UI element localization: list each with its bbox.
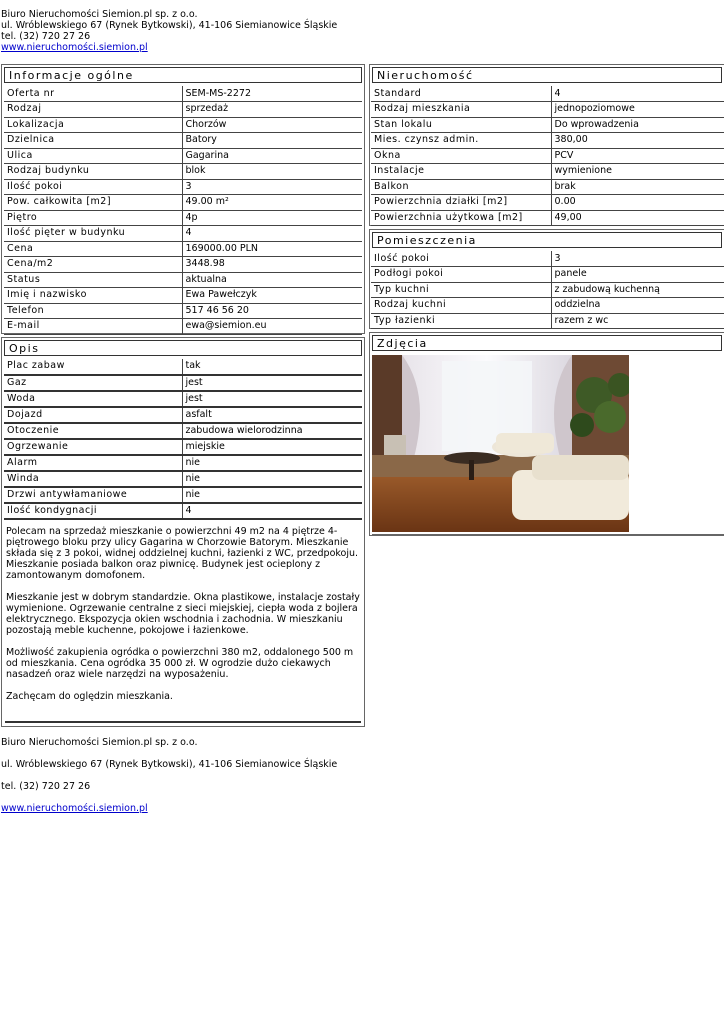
row-value: 380,00: [551, 133, 724, 149]
row-label: Typ kuchni: [371, 282, 551, 298]
row-value: ewa@siemion.eu: [182, 319, 362, 335]
table-row: [371, 164, 724, 180]
row-value: asfalt: [182, 407, 362, 423]
row-value: z zabudową kuchenną: [551, 282, 724, 298]
row-value: nie: [182, 487, 362, 503]
table-row: [4, 86, 362, 102]
property-title: Nieruchomość: [372, 67, 722, 83]
row-label: Powierzchnia działki [m2]: [371, 195, 551, 211]
company-name: Biuro Nieruchomości Siemion.pl sp. z o.o.: [1, 9, 198, 20]
table-row: [4, 407, 362, 423]
row-value: Gagarina: [182, 148, 362, 164]
row-value: Do wprowadzenia: [551, 117, 724, 133]
table-row: [371, 133, 724, 149]
page-header: [1, 9, 337, 53]
table-row: [371, 86, 724, 102]
row-label: Rodzaj budynku: [4, 164, 182, 180]
description-title: Opis: [4, 340, 362, 356]
table-row: [371, 210, 724, 226]
row-label: Okna: [371, 148, 551, 164]
row-label: Ulica: [4, 148, 182, 164]
row-label: Cena: [4, 241, 182, 257]
row-label: Instalacje: [371, 164, 551, 180]
row-label: Dojazd: [4, 407, 182, 423]
company-phone: tel. (32) 720 27 26: [1, 31, 91, 42]
table-row: [371, 148, 724, 164]
row-value: jest: [182, 391, 362, 407]
footer-company-address: ul. Wróblewskiego 67 (Rynek Bytkowski), 41-106 Siemianowice Śląskie: [1, 759, 338, 770]
row-label: Woda: [4, 391, 182, 407]
property-table: [371, 86, 724, 226]
description-paragraph: Polecam na sprzedaż mieszkanie o powierzchni 49 m2 na 4 piętrze 4-piętrowego bloku przy ulicy Gagarina w Chorzowie Batorym. Mieszkanie składa się z 3 pokoi, widnej oddzielnej kuchni, łazienki z WC, przedpokoju. Mieszkanie posiada balkon oraz piwnicę. Budynek jest ocieplony z zamontowanym domofonem.: [6, 526, 359, 581]
row-value: PCV: [551, 148, 724, 164]
general-info-table: [4, 86, 362, 335]
row-label: Podłogi pokoi: [371, 267, 551, 283]
row-label: Balkon: [371, 179, 551, 195]
table-row: [371, 179, 724, 195]
living-room-image: [372, 355, 629, 532]
row-label: Piętro: [4, 210, 182, 226]
row-label: Plac zabaw: [4, 359, 182, 375]
row-value: 4: [182, 226, 362, 242]
row-value: nie: [182, 455, 362, 471]
photos-panel: [369, 332, 724, 536]
photos-divider: [372, 534, 724, 535]
row-value: 4: [551, 86, 724, 102]
row-label: Stan lokalu: [371, 117, 551, 133]
row-value: 49,00: [551, 210, 724, 226]
table-row: [4, 257, 362, 273]
footer-company-phone: tel. (32) 720 27 26: [1, 781, 91, 792]
table-row: [4, 210, 362, 226]
table-row: [4, 288, 362, 304]
table-row: [371, 267, 724, 283]
row-value: razem z wc: [551, 313, 724, 329]
table-row: [371, 313, 724, 329]
row-value: panele: [551, 267, 724, 283]
row-value: 169000.00 PLN: [182, 241, 362, 257]
description-paragraph: Zachęcam do oględzin mieszkania.: [6, 691, 173, 702]
rooms-panel: [369, 229, 724, 329]
table-row: [371, 251, 724, 267]
rooms-table: [371, 251, 724, 329]
description-paragraph: Możliwość zakupienia ogródka o powierzchni 380 m2, oddalonego 500 m od mieszkania. Cena ogródka 35 000 zł. W ogrodzie dużo ciekawych nasadzeń oraz wiele narzędzi na wyposażeniu.: [6, 647, 354, 680]
row-label: Gaz: [4, 375, 182, 391]
row-label: Ilość pokoi: [371, 251, 551, 267]
table-row: [4, 503, 362, 519]
row-value: blok: [182, 164, 362, 180]
row-label: Dzielnica: [4, 133, 182, 149]
row-value: tak: [182, 359, 362, 375]
row-label: Rodzaj: [4, 102, 182, 118]
company-website-link[interactable]: www.nieruchomości.siemion.pl: [1, 42, 148, 53]
table-row: [371, 117, 724, 133]
table-row: [4, 179, 362, 195]
row-value: 4: [182, 503, 362, 519]
row-value: jednopoziomowe: [551, 102, 724, 118]
table-row: [4, 241, 362, 257]
row-value: Batory: [182, 133, 362, 149]
table-row: [4, 471, 362, 487]
row-label: Ilość kondygnacji: [4, 503, 182, 519]
row-value: 4p: [182, 210, 362, 226]
description-paragraph: Mieszkanie jest w dobrym standardzie. Okna plastikowe, instalacje zostały wymienione. Ogrzewanie centralne z sieci miejskiej, ciepła woda z bojlera elektrycznego. Ekspozycja okien wschodnia i zachodnia. W mieszkaniu pozostają meble kuchenne, pokojowe i łazienkowe.: [6, 592, 360, 636]
table-row: [4, 303, 362, 319]
table-row: [371, 195, 724, 211]
row-value: aktualna: [182, 272, 362, 288]
row-label: Telefon: [4, 303, 182, 319]
row-value: Chorzów: [182, 117, 362, 133]
row-label: Drzwi antywłamaniowe: [4, 487, 182, 503]
row-value: 517 46 56 20: [182, 303, 362, 319]
row-label: Alarm: [4, 455, 182, 471]
row-label: Oferta nr: [4, 86, 182, 102]
row-label: Pow. całkowita [m2]: [4, 195, 182, 211]
row-value: 3448.98: [182, 257, 362, 273]
table-row: [4, 272, 362, 288]
row-value: brak: [551, 179, 724, 195]
row-value: 3: [551, 251, 724, 267]
row-label: Lokalizacja: [4, 117, 182, 133]
table-row: [4, 487, 362, 503]
table-row: [4, 164, 362, 180]
row-value: Ewa Pawełczyk: [182, 288, 362, 304]
row-label: Ilość pokoi: [4, 179, 182, 195]
row-value: oddzielna: [551, 298, 724, 314]
row-value: miejskie: [182, 439, 362, 455]
row-value: SEM-MS-2272: [182, 86, 362, 102]
footer-website-link[interactable]: www.nieruchomości.siemion.pl: [1, 803, 148, 814]
table-row: [4, 226, 362, 242]
table-row: [4, 391, 362, 407]
row-value: 3: [182, 179, 362, 195]
row-label: Status: [4, 272, 182, 288]
table-row: [4, 319, 362, 335]
table-row: [4, 423, 362, 439]
page-footer: [1, 737, 337, 825]
row-value: jest: [182, 375, 362, 391]
property-panel: [369, 64, 724, 226]
table-row: [4, 102, 362, 118]
row-label: Otoczenie: [4, 423, 182, 439]
row-value: zabudowa wielorodzinna: [182, 423, 362, 439]
footer-company-name: Biuro Nieruchomości Siemion.pl sp. z o.o.: [1, 737, 198, 748]
row-label: E-mail: [4, 319, 182, 335]
table-row: [371, 298, 724, 314]
table-row: [4, 455, 362, 471]
row-label: Rodzaj kuchni: [371, 298, 551, 314]
row-value: nie: [182, 471, 362, 487]
photos-title: Zdjęcia: [372, 335, 722, 351]
general-info-title: Informacje ogólne: [4, 67, 362, 83]
table-row: [371, 282, 724, 298]
rooms-title: Pomieszczenia: [372, 232, 722, 248]
table-row: [4, 133, 362, 149]
table-row: [371, 102, 724, 118]
row-label: Rodzaj mieszkania: [371, 102, 551, 118]
company-address: ul. Wróblewskiego 67 (Rynek Bytkowski), 41-106 Siemianowice Śląskie: [1, 20, 338, 31]
row-value: sprzedaż: [182, 102, 362, 118]
row-label: Powierzchnia użytkowa [m2]: [371, 210, 551, 226]
general-info-panel: [1, 64, 365, 334]
row-label: Typ łazienki: [371, 313, 551, 329]
table-row: [4, 359, 362, 375]
row-label: Ilość pięter w budynku: [4, 226, 182, 242]
table-row: [4, 195, 362, 211]
amenities-table: [4, 359, 362, 520]
row-label: Ogrzewanie: [4, 439, 182, 455]
row-value: 0.00: [551, 195, 724, 211]
table-row: [4, 148, 362, 164]
table-row: [4, 117, 362, 133]
description-text: [6, 526, 364, 713]
row-label: Standard: [371, 86, 551, 102]
table-row: [4, 375, 362, 391]
row-label: Winda: [4, 471, 182, 487]
description-divider: [5, 721, 361, 723]
apartment-photo[interactable]: [372, 355, 629, 532]
row-label: Cena/m2: [4, 257, 182, 273]
row-value: wymienione: [551, 164, 724, 180]
row-value: 49.00 m²: [182, 195, 362, 211]
row-label: Mies. czynsz admin.: [371, 133, 551, 149]
row-label: Imię i nazwisko: [4, 288, 182, 304]
table-row: [4, 439, 362, 455]
description-panel: [1, 337, 365, 727]
